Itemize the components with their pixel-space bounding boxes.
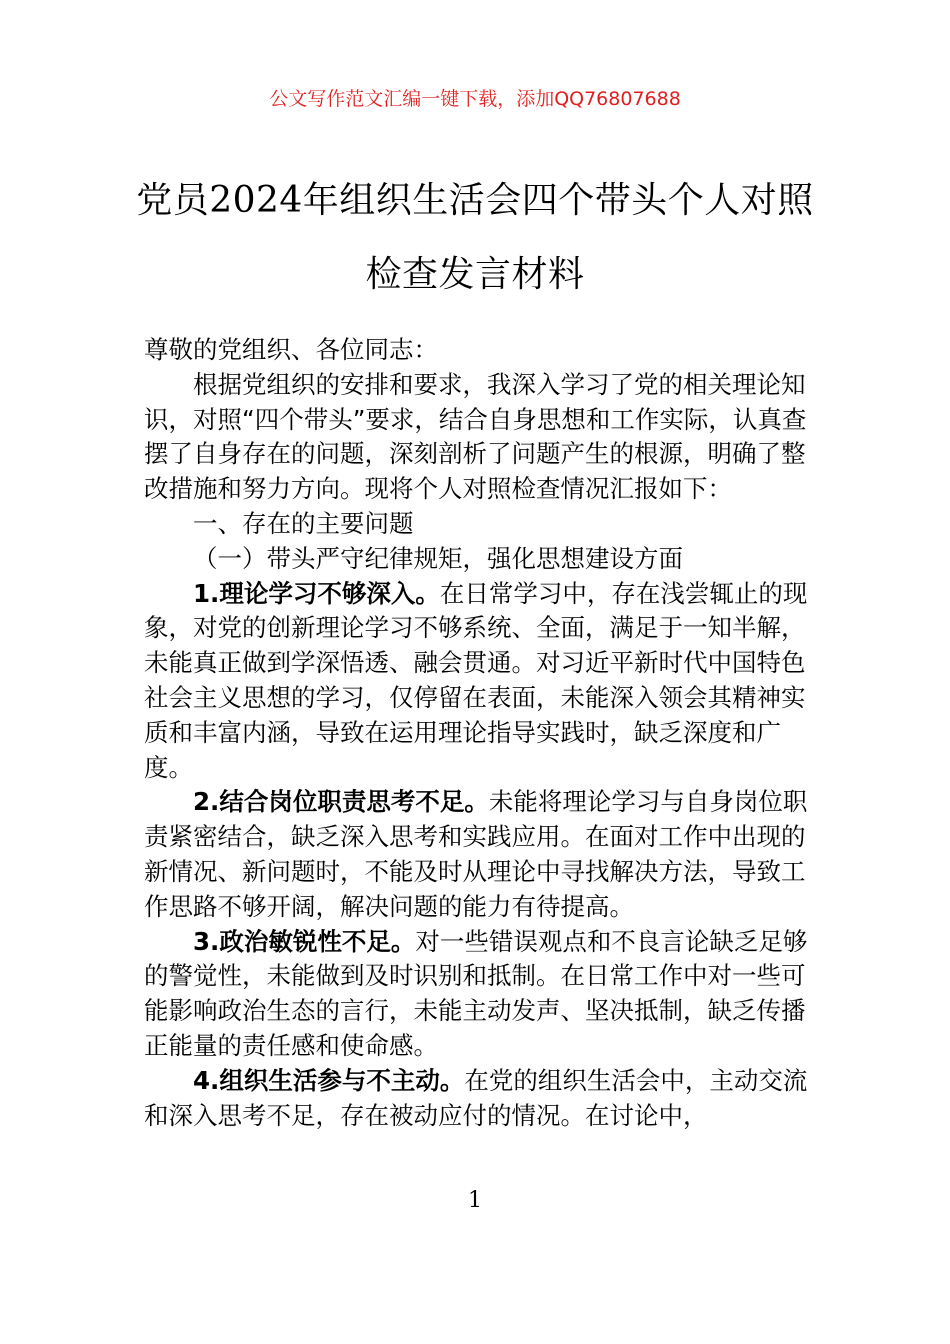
document-body xyxy=(144,333,810,1133)
problem-item-text: 在日常学习中，存在浅尝辄止的现象，对党的创新理论学习不够系统、全面，满足于一知半解，未能真正做到学深悟透、融会贯通。对习近平新时代中国特色社会主义思想的学习，仅停留在表面，未能深入领会其精神实质和丰富内涵，导致在运用理论指导实践时，缺乏深度和广度。 xyxy=(144,578,808,782)
section-heading: 一、存在的主要问题 xyxy=(193,508,414,538)
subsection-heading: （一）带头严守纪律规矩，强化思想建设方面 xyxy=(193,543,683,573)
problem-item-3 xyxy=(144,925,810,1064)
problem-item-text: 未能将理论学习与自身岗位职责紧密结合，缺乏深入思考和实践应用。在面对工作中出现的新情况、新问题时，不能及时从理论中寻找解决方法，导致工作思路不够开阔，解决问题的能力有待提高。 xyxy=(144,787,808,921)
salutation: 尊敬的党组织、各位同志： xyxy=(144,335,438,364)
intro-paragraph: 根据党组织的安排和要求，我深入学习了党的相关理论知识，对照“四个带头”要求，结合自身思想和工作实际，认真查摆了自身存在的问题，深刻剖析了问题产生的根源，明确了整改措施和努力方向。现将个人对照检查情况汇报如下： xyxy=(144,369,807,504)
document-title xyxy=(100,164,850,312)
problem-item-4 xyxy=(144,1064,810,1134)
problem-item-lead: 2.结合岗位职责思考不足。 xyxy=(193,787,489,817)
problem-item-text: 在党的组织生活会中，主动交流和深入思考不足，存在被动应付的情况。在讨论中， xyxy=(144,1065,808,1130)
problem-item-lead: 4.组织生活参与不主动。 xyxy=(193,1065,465,1095)
title-line-1: 党员2024年组织生活会四个带头个人对照 xyxy=(136,180,814,221)
problem-item-text: 对一些错误观点和不良言论缺乏足够的警觉性，未能做到及时识别和抵制。在日常工作中对一些可能影响政治生态的言行，未能主动发声、坚决抵制，缺乏传播正能量的责任感和使命感。 xyxy=(144,926,808,1060)
download-note: 公文写作范文汇编一键下载，添加QQ76807688 xyxy=(269,88,681,110)
problem-item-lead: 3.政治敏锐性不足。 xyxy=(193,926,416,956)
problem-item-lead: 1.理论学习不够深入。 xyxy=(193,578,440,608)
problem-item-1 xyxy=(144,577,810,786)
page-number: 1 xyxy=(468,1188,482,1213)
title-line-2: 检查发言材料 xyxy=(365,254,585,295)
problem-item-2 xyxy=(144,785,810,924)
